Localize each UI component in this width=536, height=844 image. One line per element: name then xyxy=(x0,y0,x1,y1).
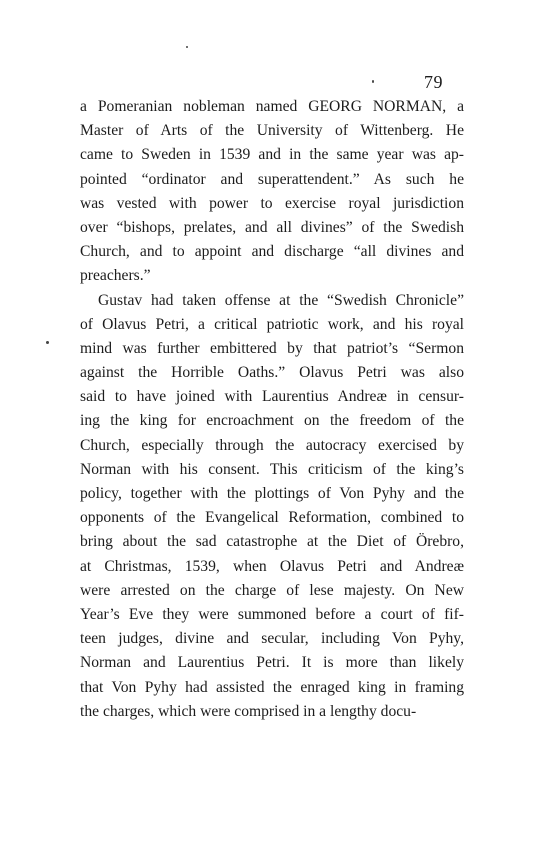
text-line: policy, together with the plottings of Von Pyhy and the xyxy=(80,485,464,502)
print-speck xyxy=(46,341,49,344)
text-line: a Pomeranian nobleman named GEORG NORMAN, a xyxy=(80,98,464,115)
page-number: 79 xyxy=(424,72,443,92)
text-line: opponents of the Evangelical Reformation, combined to xyxy=(80,509,464,527)
paragraph xyxy=(80,95,464,289)
text-line: of Olavus Petri, a critical patriotic work, and his royal xyxy=(80,315,464,333)
text-line: over “bishops, prelates, and all divines” of the Swedish xyxy=(80,218,464,236)
text-line: pointed “ordinator and superattendent.” As such he xyxy=(80,170,464,188)
text-line: at Christmas, 1539, when Olavus Petri and Andreæ xyxy=(80,557,464,575)
text-line: came to Sweden in 1539 and in the same year was ap- xyxy=(80,146,464,164)
text-line: was vested with power to exercise royal jurisdiction xyxy=(80,194,464,212)
paragraph xyxy=(80,289,464,724)
text-line: ing the king for encroachment on the freedom of the xyxy=(80,412,464,430)
text-line: Year’s Eve they were summoned before a court of fif- xyxy=(80,605,464,623)
text-line: the charges, which were comprised in a lengthy docu- xyxy=(80,702,417,720)
text-line: said to have joined with Laurentius Andreæ in censur- xyxy=(80,388,464,406)
text-line: Norman and Laurentius Petri. It is more than likely xyxy=(80,654,464,672)
text-line: bring about the sad catastrophe at the Diet of Örebro, xyxy=(80,533,464,551)
text-line: that Von Pyhy had assisted the enraged king in framing xyxy=(80,678,464,696)
body-text xyxy=(80,95,464,724)
print-speck xyxy=(372,80,374,83)
text-line: Gustav had taken offense at the “Swedish Chronicle” xyxy=(98,291,464,309)
text-line: Master of Arts of the University of Wittenberg. He xyxy=(80,122,464,140)
text-line: Church, especially through the autocracy exercised by xyxy=(80,436,464,454)
print-speck xyxy=(186,46,188,48)
text-line: against the Horrible Oaths.” Olavus Petri was also xyxy=(80,364,464,382)
text-line: mind was further embittered by that patriot’s “Sermon xyxy=(80,339,464,357)
text-line: were arrested on the charge of lese majesty. On New xyxy=(80,581,464,599)
text-line: teen judges, divine and secular, including Von Pyhy, xyxy=(80,630,464,648)
text-line: Norman with his consent. This criticism of the king’s xyxy=(80,460,464,478)
text-line: preachers.” xyxy=(80,267,151,285)
text-line: Church, and to appoint and discharge “all divines and xyxy=(80,243,464,261)
